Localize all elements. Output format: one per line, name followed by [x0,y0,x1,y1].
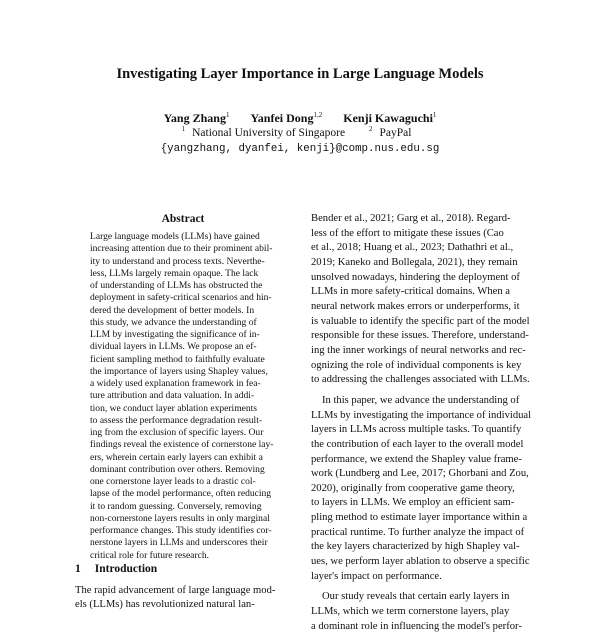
abstract-line: LLM by investigating the significance of in- [90,329,260,340]
abstract-line: one cornerstone layer leads to a drastic col- [90,476,256,487]
paragraph-line: the contribution of each layer to the overall model [311,438,524,450]
paragraph-line: layer's impact on performance. [311,570,442,582]
paragraph-line: neural network makes errors or underperforms, it [311,300,520,312]
paragraph-line: 2020), originally from cooperative game theory, [311,482,515,494]
abstract-line: less, LLMs largely remain opaque. The lack [90,267,259,279]
abstract-line: ture attribution and data valuation. In addi- [90,390,255,402]
paragraph-line: responsible for these issues. Therefore, understand- [311,330,529,342]
abstract-line: ity to understand and process texts. Neverthe- [90,255,265,267]
right-column [311,212,533,634]
paragraph-line: LLMs in more safety-critical domains. When a [311,286,510,298]
abstract-line: it to random guessing. Conversely, removing [90,500,262,512]
abstract-line: of understanding of LLMs has obstructed the [90,280,263,291]
abstract-line: non-cornerstone layers results in only marginal [90,512,270,524]
paragraph-line: Bender et al., 2021; Garg et al., 2018). Regard- [311,213,511,224]
author-list [0,111,600,126]
paragraph-line: is valuable to identify the specific part of the model [311,315,530,327]
paragraph-line: work (Lundberg and Lee, 2017; Ghorbani and Zou, [311,468,529,480]
paragraph-line: LLMs, which we term cornerstone layers, play [311,606,510,618]
paragraph-line: ognizing the role of individual components is key [311,359,522,371]
paragraph-line: Our study reveals that certain early layers in [322,591,510,603]
paragraph-line: LLMs by investigating the importance of individual [311,409,532,421]
section-title: Introduction [94,563,158,575]
abstract-line: Large language models (LLMs) have gained [90,231,260,242]
paragraph-line: et al., 2018; Huang et al., 2023; Dathathri et al., [311,242,514,254]
intro-line: els (LLMs) has revolutionized natural lan- [75,598,255,610]
intro-left-column [75,584,297,611]
paragraph-line: ing the inner workings of neural networks and rec- [311,344,526,356]
section-heading [75,563,157,575]
abstract-line: ers, wherein certain early layers can exhibit a [90,451,263,463]
paragraph-line: unsolved nowadays, hindering the deployment of [311,271,520,283]
abstract-line: to assess the performance degradation result- [90,414,263,426]
abstract-line: this study, we advance the understanding of [90,316,257,328]
abstract-body [90,231,276,562]
paragraph-line: the key layers characterized by high Shapley val- [311,541,520,553]
affiliation-list [0,127,600,139]
author-name: Yanfei Dong [250,111,314,125]
abstract-line: critical role for future research. [90,549,210,561]
abstract-line: deployment in safety-critical scenarios and hin- [90,292,272,304]
author-name: Kenji Kawaguchi [343,111,433,125]
paragraph-line: 2019; Kaneko and Bollegala, 2021), they remain [311,256,518,268]
abstract-heading: Abstract [161,213,205,225]
paragraph-line: performance, we extend the Shapley value frame- [311,453,522,465]
abstract-line: a widely used explanation framework in fea- [90,378,261,389]
paragraph-line: a dominant role in influencing the model's perfor- [311,620,522,632]
affiliation-name: National University of Singapore [192,127,346,139]
abstract-line: findings reveal the existence of cornerstone lay- [90,439,274,451]
author [164,111,230,125]
paragraph-line: pling method to estimate layer importance within a [311,512,528,524]
abstract-line: dered the development of better models. In [90,304,255,316]
abstract-line: increasing attention due to their prominent abil- [90,243,273,255]
affiliation-mark: 2 [368,125,373,134]
abstract-line: tion, we conduct layer ablation experiments [90,402,258,414]
author [343,111,436,125]
abstract-line: the importance of layers using Shapley values, [90,365,268,377]
abstract-line: dominant contribution over others. Removing [90,463,265,475]
author-name: Yang Zhang [163,111,226,125]
paragraph-line: to layers in LLMs. We employ an efficient sam- [311,497,515,509]
abstract-line: ing from the exclusion of specific layers. Our [90,427,264,438]
section-number: 1 [75,563,81,575]
paragraph-line: layers in LLMs across multiple tasks. To quantify [311,424,522,436]
author-email: {yangzhang, dyanfei, kenji}@comp.nus.edu.sg [160,143,440,155]
abstract-line: performance changes. This study identifies cor- [90,525,272,536]
paper-title: Investigating Layer Importance in Large Language Models [116,66,484,82]
intro-line: The rapid advancement of large language mod- [75,585,276,596]
affiliation-name: PayPal [379,127,412,139]
affiliation [369,127,418,139]
paragraph-line: ues, we perform layer ablation to observe a specific [311,556,530,568]
author [250,111,322,125]
paragraph-line: to addressing the challenges associated with LLMs. [311,374,530,386]
abstract-line: dividual layers in LLMs. We propose an ef- [90,341,257,353]
abstract-line: lapse of the model performance, often reducing [90,488,272,500]
author-affiliation-mark: 1 [225,111,230,119]
abstract-line: ficient sampling method to faithfully evaluate [90,353,265,365]
author-affiliation-mark: 1,2 [313,111,323,119]
paragraph-line: practical runtime. To further analyze the impact of [311,526,525,538]
abstract-line: nerstone layers in LLMs and underscores their [90,537,268,549]
author-affiliation-mark: 1 [432,111,437,119]
paragraph-line: In this paper, we advance the understanding of [322,394,520,406]
affiliation [182,127,352,139]
paragraph-line: less of the effort to mitigate these issues (Cao [311,227,504,239]
affiliation-mark: 1 [181,125,186,134]
